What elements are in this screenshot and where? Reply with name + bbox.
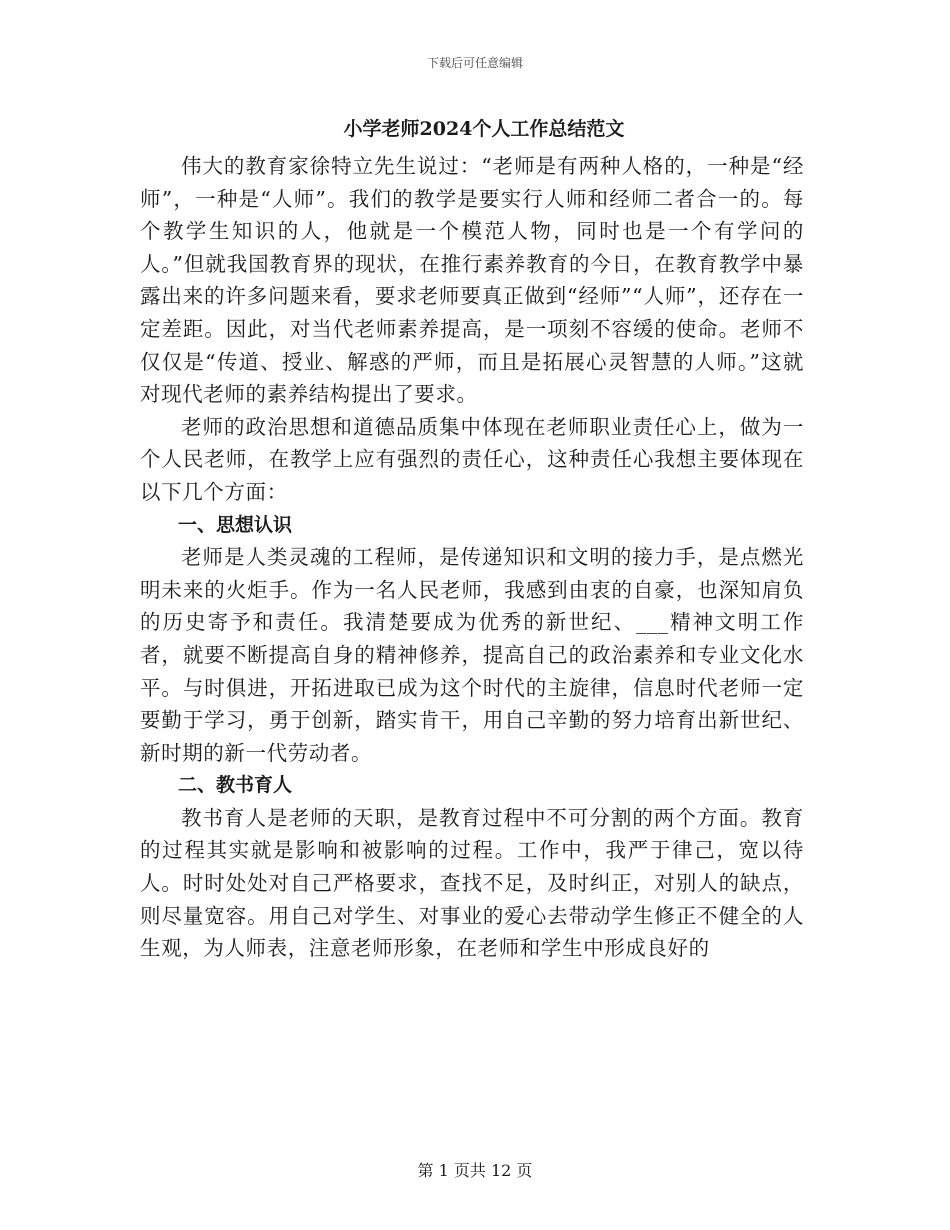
document-body — [140, 110, 804, 965]
paragraph-thought: 老师是人类灵魂的工程师，是传递知识和文明的接力手，是点燃光明未来的火炬手。作为一名人民老师，我感到由衷的自豪，也深知肩负的历史寄予和责任。我清楚要成为优秀的新世纪、___精神文明工作者，就要不断提高自身的精神修养，提高自己的政治素养和专业文化水平。与时俱进，开拓进取已成为这个时代的主旋律，信息时代老师一定要勤于学习，勇于创新，踏实肯干，用自己辛勤的努力培育出新世纪、新时期的新一代劳动者。 — [140, 545, 804, 765]
section-heading-thought: 一、思想认识 — [178, 513, 293, 536]
header-note: 下载后可任意编辑 — [426, 56, 523, 70]
section-heading-teaching: 二、教书育人 — [178, 774, 293, 797]
document-title: 小学老师2024个人工作总结范文 — [343, 118, 625, 140]
paragraph-intro: 伟大的教育家徐特立先生说过：“老师是有两种人格的，一种是“经师”，一种是“人师”。我们的教学是要实行人师和经师二者合一的。每个教学生知识的人，他就是一个模范人物，同时也是一个有学问的人。”但就我国教育界的现状，在推行素养教育的今日，在教育教学中暴露出来的许多问题来看，要求老师要真正做到“经师”“人师”，还存在一定差距。因此，对当代老师素养提高，是一项刻不容缓的使命。老师不仅仅是“传道、授业、解惑的严师，而且是拓展心灵智慧的人师。”这就对现代老师的素养结构提出了要求。 — [140, 154, 805, 407]
paragraph-responsibility: 老师的政治思想和道德品质集中体现在老师职业责任心上，做为一个人民老师，在教学上应有强烈的责任心，这种责任心我想主要体现在以下几个方面： — [140, 414, 804, 504]
paragraph-teaching: 教书育人是老师的天职，是教育过程中不可分割的两个方面。教育的过程其实就是影响和被影响的过程。工作中，我严于律己，宽以待人。时时处处对自己严格要求，查找不足，及时纠正，对别人的缺点，则尽量宽容。用自己对学生、对事业的爱心去带动学生修正不健全的人生观，为人师表，注意老师形象，在老师和学生中形成良好的 — [140, 805, 804, 961]
page-number-footer: 第 1 页共 12 页 — [417, 1161, 533, 1180]
